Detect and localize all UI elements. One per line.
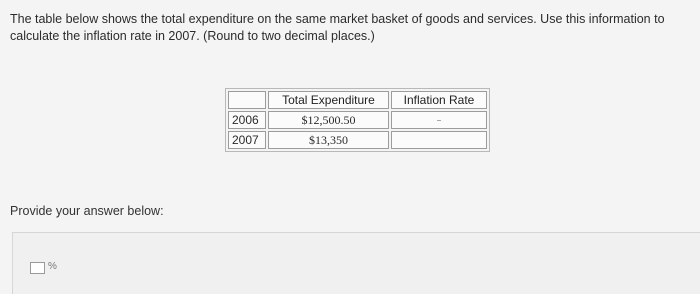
table-row bbox=[228, 111, 487, 129]
table-row bbox=[228, 131, 487, 149]
table-cell-expenditure: $13,350 bbox=[268, 131, 389, 149]
table-cell-inflation-rate bbox=[391, 131, 487, 149]
table-header-row bbox=[228, 91, 487, 109]
answer-input[interactable] bbox=[30, 262, 45, 274]
answer-panel bbox=[12, 232, 700, 294]
table-cell-year: 2006 bbox=[228, 111, 266, 129]
percent-unit-label: % bbox=[48, 261, 57, 272]
table-header-inflation-rate: Inflation Rate bbox=[391, 91, 487, 109]
dash-mark bbox=[437, 120, 441, 121]
table-header-blank bbox=[228, 91, 266, 109]
expenditure-table bbox=[225, 88, 490, 152]
table-header-total-expenditure: Total Expenditure bbox=[268, 91, 389, 109]
question-text: The table below shows the total expenditure on the same market basket of goods and services. Use this information to calculate the inflation rate in 2007. (Round to two decimal places.) bbox=[10, 12, 665, 43]
answer-prompt: Provide your answer below: bbox=[10, 204, 164, 218]
table-cell-inflation-rate bbox=[391, 111, 487, 129]
table-cell-expenditure: $12,500.50 bbox=[268, 111, 389, 129]
table-cell-year: 2007 bbox=[228, 131, 266, 149]
